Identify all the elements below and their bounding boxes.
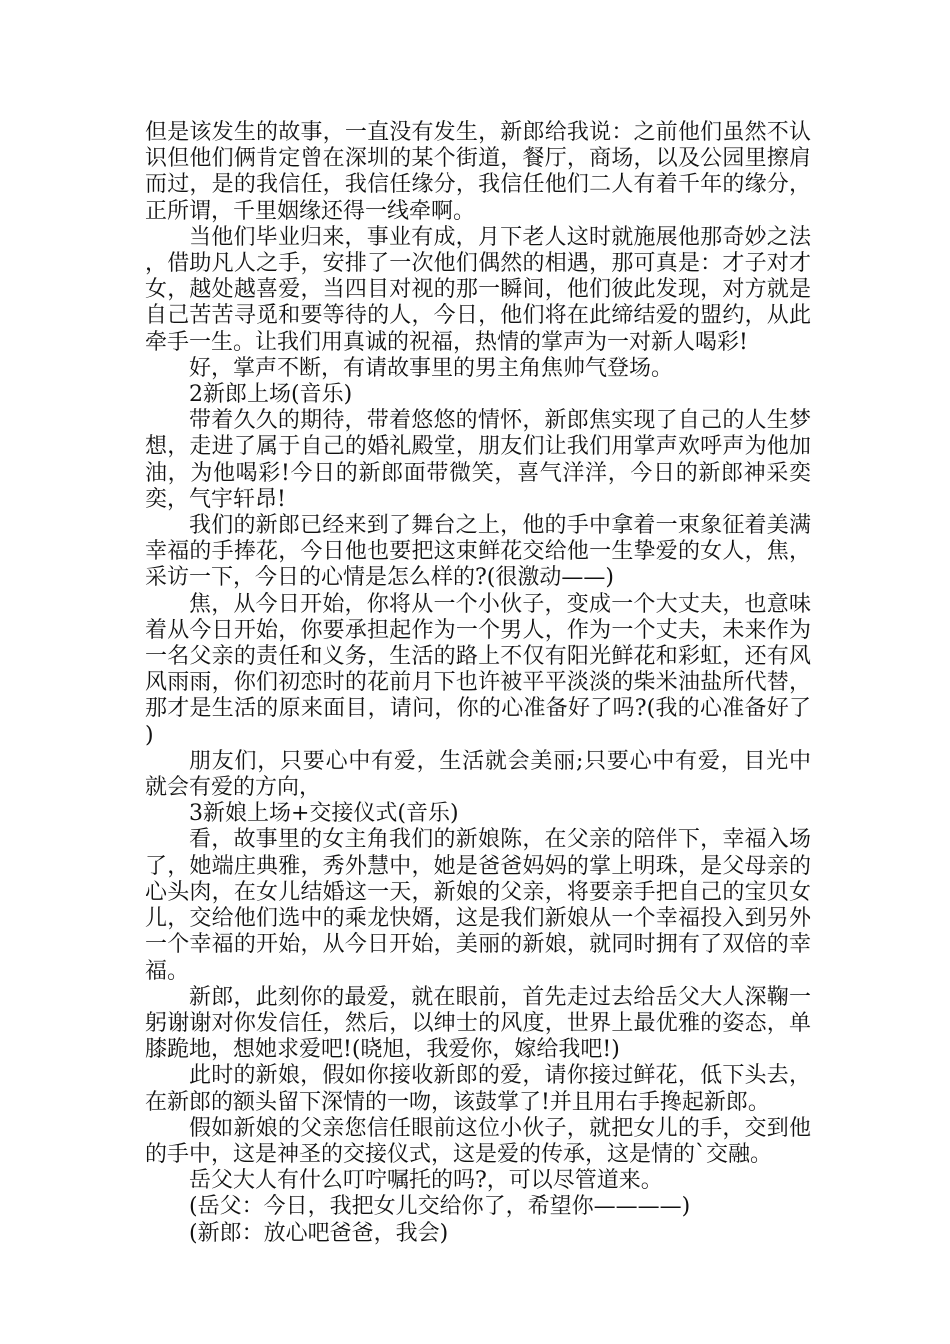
paragraph-3: 好，掌声不断，有请故事里的男主角焦帅气登场。	[189, 355, 674, 381]
paragraph-14: 岳父大人有什么叮咛嘱托的吗?，可以尽管道来。	[189, 1168, 663, 1194]
paragraph-10: 看，故事里的女主角我们的新娘陈，在父亲的陪伴下，幸福入场了，她端庄典雅，秀外慧中，她是爸爸妈妈的掌上明珠，是父母亲的心头肉，在女儿结婚这一天，新娘的父亲，将要亲手把自己的宝贝女儿，交给他们选中的乘龙快婿，这是我们新娘从一个幸福投入到另外一个幸福的开始，从今日开始，美丽的新娘，就同时拥有了双倍的幸福。	[145, 827, 811, 984]
section-heading-bride-entrance: 3新娘上场+交接仪式(音乐)	[189, 801, 459, 827]
paragraph-16: (新郎：放心吧爸爸，我会)	[189, 1220, 449, 1246]
paragraph-1: 但是该发生的故事，一直没有发生，新郎给我说：之前他们虽然不认识但他们俩肯定曾在深圳的某个街道，餐厅，商场，以及公园里擦肩而过，是的我信任，我信任缘分，我信任他们二人有着千年的缘分，正所谓，千里姻缘还得一线牵啊。	[145, 120, 811, 224]
document-body	[145, 120, 811, 1247]
paragraph-5: 带着久久的期待，带着悠悠的情怀，新郎焦实现了自己的人生梦想，走进了属于自己的婚礼殿堂，朋友们让我们用掌声欢呼声为他加油，为他喝彩!今日的新郎面带微笑，喜气洋洋，今日的新郎神采奕奕，气宇轩昂!	[145, 408, 811, 512]
paragraph-6: 我们的新郎已经来到了舞台之上，他的手中拿着一束象征着美满幸福的手捧花，今日他也要把这束鲜花交给他一生挚爱的女人，焦，采访一下，今日的心情是怎么样的?(很激动——)	[145, 513, 811, 591]
paragraph-8: 朋友们，只要心中有爱，生活就会美丽;只要心中有爱，目光中就会有爱的方向，	[145, 748, 811, 801]
paragraph-15: (岳父：今日，我把女儿交给你了，希望你————)	[189, 1194, 691, 1220]
paragraph-13: 假如新娘的父亲您信任眼前这位小伙子，就把女儿的手，交到他的手中，这是神圣的交接仪式，这是爱的传承，这是情的`交融。	[145, 1115, 811, 1167]
paragraph-7: 焦，从今日开始，你将从一个小伙子，变成一个大丈夫，也意味着从今日开始，你要承担起作为一个男人，作为一个丈夫，未来作为一名父亲的责任和义务，生活的路上不仅有阳光鲜花和彩虹，还有风风雨雨，你们初恋时的花前月下也许被平平淡淡的柴米油盐所代替，那才是生活的原来面目，请问，你的心准备好了吗?(我的心准备好了)	[145, 591, 811, 748]
paragraph-2: 当他们毕业归来，事业有成，月下老人这时就施展他那奇妙之法，借助凡人之手，安排了一次他们偶然的相遇，那可真是：才子对才女，越处越喜爱，当四目对视的那一瞬间，他们彼此发现，对方就是自己苦苦寻觅和要等待的人，今日，他们将在此缔结爱的盟约，从此牵手一生。让我们用真诚的祝福，热情的掌声为一对新人喝彩!	[145, 224, 811, 355]
paragraph-12: 此时的新娘，假如你接收新郎的爱，请你接过鲜花，低下头去，在新郎的额头留下深情的一吻，该鼓掌了!并且用右手搀起新郎。	[145, 1063, 811, 1115]
paragraph-11: 新郎，此刻你的最爱，就在眼前，首先走过去给岳父大人深鞠一躬谢谢对你发信任，然后，以绅士的风度，世界上最优雅的姿态，单膝跪地，想她求爱吧!(晓旭，我爱你，嫁给我吧!)	[145, 984, 811, 1063]
section-heading-groom-entrance: 2新郎上场(音乐)	[189, 382, 353, 408]
